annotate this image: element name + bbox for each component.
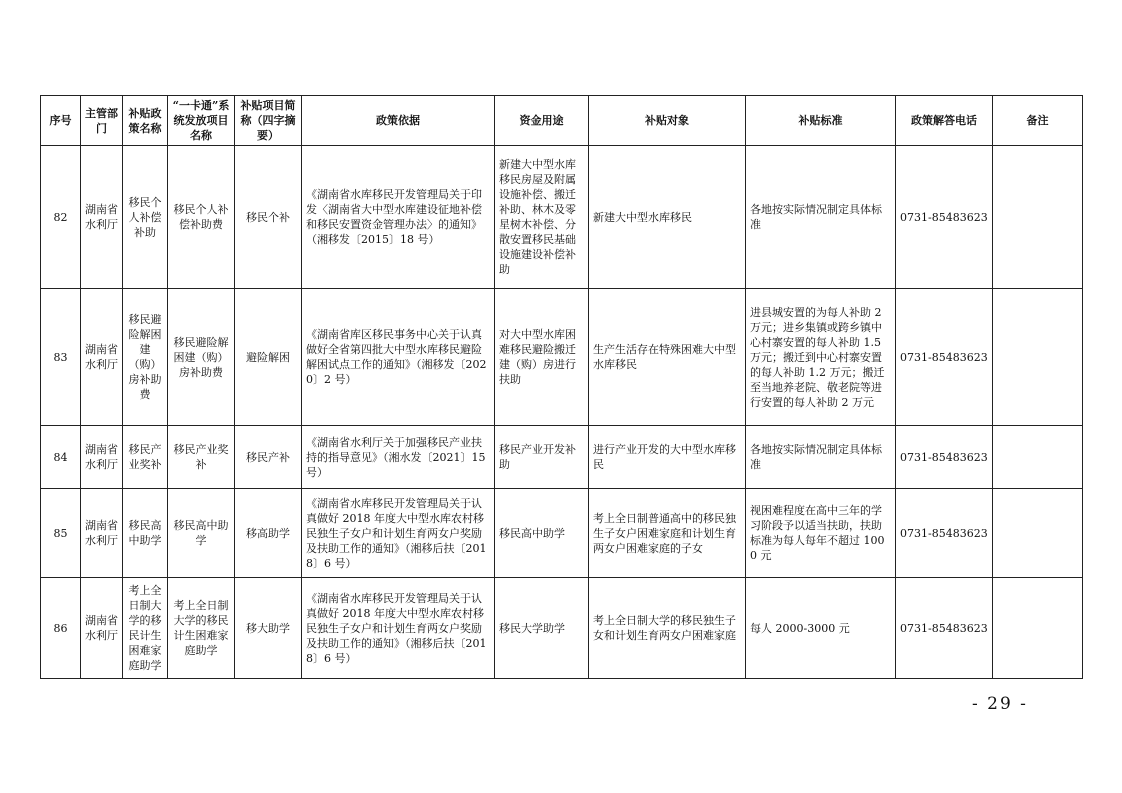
header-phone: 政策解答电话	[896, 96, 993, 146]
cell-seq: 83	[41, 289, 81, 426]
table-row	[41, 289, 1083, 426]
cell-policy-basis: 《湖南省水库移民开发管理局关于认真做好 2018 年度大中型水库农村移民独生子女户和计划生育两女户奖励及扶助工作的通知》（湘移后扶〔2018〕6 号）	[302, 578, 495, 679]
cell-note	[993, 289, 1083, 426]
cell-system-item: 移民避险解困建（购）房补助费	[168, 289, 235, 426]
header-seq: 序号	[41, 96, 81, 146]
cell-fund-usage: 对大中型水库困难移民避险搬迁建（购）房进行扶助	[495, 289, 589, 426]
header-fund-usage: 资金用途	[495, 96, 589, 146]
cell-subsidy-standard: 各地按实际情况制定具体标准	[746, 146, 896, 289]
header-system-item: “一卡通”系统发放项目名称	[168, 96, 235, 146]
table-row	[41, 426, 1083, 489]
cell-policy-name: 移民避险解困建（购）房补助费	[123, 289, 168, 426]
cell-fund-usage: 移民高中助学	[495, 489, 589, 578]
cell-abbreviation: 移大助学	[235, 578, 302, 679]
header-policy-basis: 政策依据	[302, 96, 495, 146]
cell-policy-name: 移民高中助学	[123, 489, 168, 578]
cell-phone: 0731-85483623	[896, 289, 993, 426]
cell-seq: 85	[41, 489, 81, 578]
header-subsidy-standard: 补贴标准	[746, 96, 896, 146]
cell-subsidy-target: 考上全日制普通高中的移民独生子女户困难家庭和计划生育两女户困难家庭的子女	[589, 489, 746, 578]
cell-policy-basis: 《湖南省水库移民开发管理局关于认真做好 2018 年度大中型水库农村移民独生子女户和计划生育两女户奖励及扶助工作的通知》（湘移后扶〔2018〕6 号）	[302, 489, 495, 578]
cell-abbreviation: 移民个补	[235, 146, 302, 289]
header-subsidy-target: 补贴对象	[589, 96, 746, 146]
cell-subsidy-target: 新建大中型水库移民	[589, 146, 746, 289]
cell-system-item: 移民产业奖补	[168, 426, 235, 489]
cell-note	[993, 146, 1083, 289]
header-policy-name: 补贴政策名称	[123, 96, 168, 146]
table-row	[41, 578, 1083, 679]
cell-fund-usage: 新建大中型水库移民房屋及附属设施补偿、搬迁补助、林木及零星树木补偿、分散安置移民基础设施建设补偿补助	[495, 146, 589, 289]
header-dept: 主管部门	[81, 96, 123, 146]
header-abbreviation: 补贴项目简称（四字摘要）	[235, 96, 302, 146]
cell-subsidy-target: 考上全日制大学的移民独生子女和计划生育两女户困难家庭	[589, 578, 746, 679]
cell-dept: 湖南省水利厅	[81, 146, 123, 289]
cell-system-item: 考上全日制大学的移民计生困难家庭助学	[168, 578, 235, 679]
page-number: - 29 -	[972, 694, 1028, 714]
cell-policy-name: 移民个人补偿补助	[123, 146, 168, 289]
cell-abbreviation: 避险解困	[235, 289, 302, 426]
cell-dept: 湖南省水利厅	[81, 426, 123, 489]
cell-seq: 82	[41, 146, 81, 289]
cell-dept: 湖南省水利厅	[81, 289, 123, 426]
cell-abbreviation: 移高助学	[235, 489, 302, 578]
cell-fund-usage: 移民产业开发补助	[495, 426, 589, 489]
cell-subsidy-standard: 进县城安置的为每人补助 2 万元；进乡集镇或跨乡镇中心村寨安置的每人补助 1.5 万元；搬迁到中心村寨安置的每人补助 1.2 万元；搬迁至当地养老院、敬老院等进行安置的每人补助 2 万元	[746, 289, 896, 426]
table-row	[41, 489, 1083, 578]
cell-subsidy-target: 生产生活存在特殊困难大中型水库移民	[589, 289, 746, 426]
cell-abbreviation: 移民产补	[235, 426, 302, 489]
cell-phone: 0731-85483623	[896, 146, 993, 289]
cell-note	[993, 489, 1083, 578]
cell-system-item: 移民个人补偿补助费	[168, 146, 235, 289]
cell-seq: 84	[41, 426, 81, 489]
table-row	[41, 146, 1083, 289]
table-header-row	[41, 96, 1083, 146]
cell-note	[993, 578, 1083, 679]
cell-policy-name: 考上全日制大学的移民计生困难家庭助学	[123, 578, 168, 679]
cell-note	[993, 426, 1083, 489]
cell-system-item: 移民高中助学	[168, 489, 235, 578]
cell-dept: 湖南省水利厅	[81, 489, 123, 578]
header-note: 备注	[993, 96, 1083, 146]
cell-subsidy-standard: 每人 2000-3000 元	[746, 578, 896, 679]
cell-subsidy-standard: 视困难程度在高中三年的学习阶段予以适当扶助，扶助标准为每人每年不超过 1000 元	[746, 489, 896, 578]
cell-fund-usage: 移民大学助学	[495, 578, 589, 679]
cell-dept: 湖南省水利厅	[81, 578, 123, 679]
cell-policy-name: 移民产业奖补	[123, 426, 168, 489]
subsidy-policy-table	[40, 95, 1083, 679]
cell-subsidy-target: 进行产业开发的大中型水库移民	[589, 426, 746, 489]
cell-seq: 86	[41, 578, 81, 679]
cell-phone: 0731-85483623	[896, 578, 993, 679]
cell-policy-basis: 《湖南省库区移民事务中心关于认真做好全省第四批大中型水库移民避险解困试点工作的通知》（湘移发〔2020〕2 号）	[302, 289, 495, 426]
cell-policy-basis: 《湖南省水利厅关于加强移民产业扶持的指导意见》（湘水发〔2021〕15 号）	[302, 426, 495, 489]
cell-phone: 0731-85483623	[896, 426, 993, 489]
cell-phone: 0731-85483623	[896, 489, 993, 578]
cell-policy-basis: 《湖南省水库移民开发管理局关于印发〈湖南省大中型水库建设征地补偿和移民安置资金管理办法〉的通知》（湘移发〔2015〕18 号）	[302, 146, 495, 289]
cell-subsidy-standard: 各地按实际情况制定具体标准	[746, 426, 896, 489]
